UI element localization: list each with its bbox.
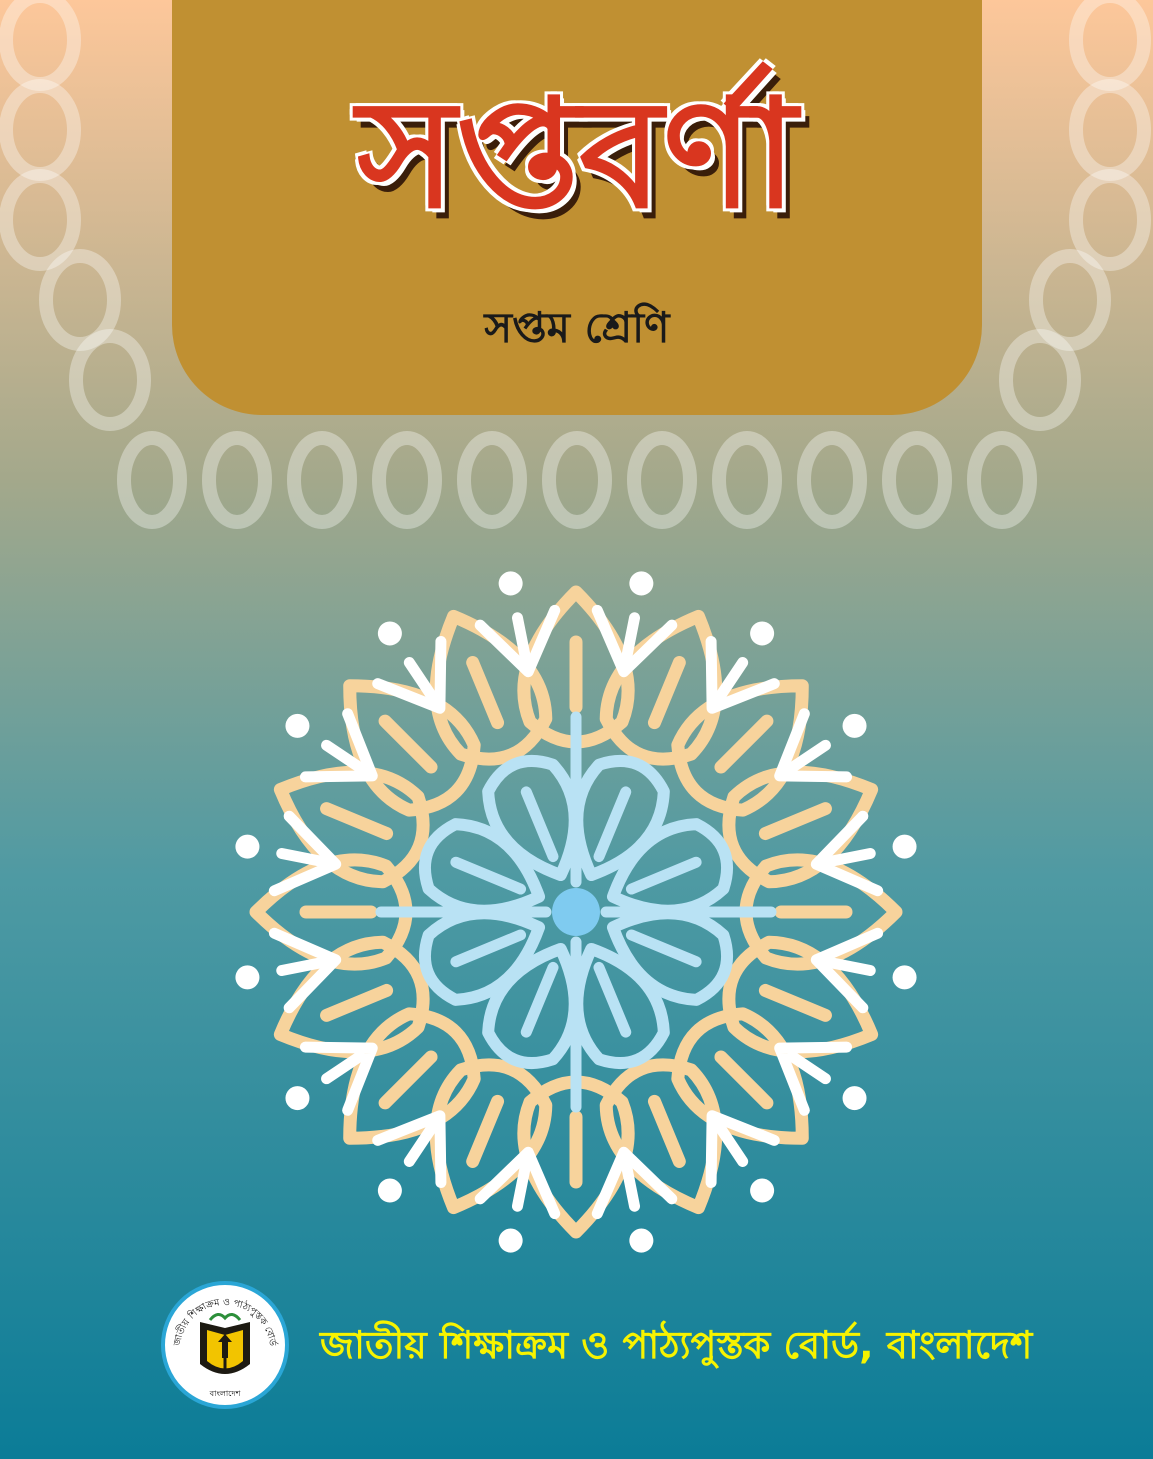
emblem-bottom-text: বাংলাদেশ — [209, 1389, 241, 1398]
publisher-name: জাতীয় শিক্ষাক্রম ও পাঠ্যপুস্তক বোর্ড, বাংলাদেশ — [320, 1323, 1033, 1367]
nctb-logo — [160, 1280, 290, 1410]
center-dot — [552, 888, 600, 936]
title-panel — [172, 0, 982, 415]
book-title: সপ্তবর্ণা — [356, 68, 798, 242]
grade-label: সপ্তম শ্রেণি — [484, 303, 670, 352]
emblem-ring-text: জাতীয় শিক্ষাক্রম ও পাঠ্যপুস্তক বোর্ড — [171, 1296, 278, 1347]
